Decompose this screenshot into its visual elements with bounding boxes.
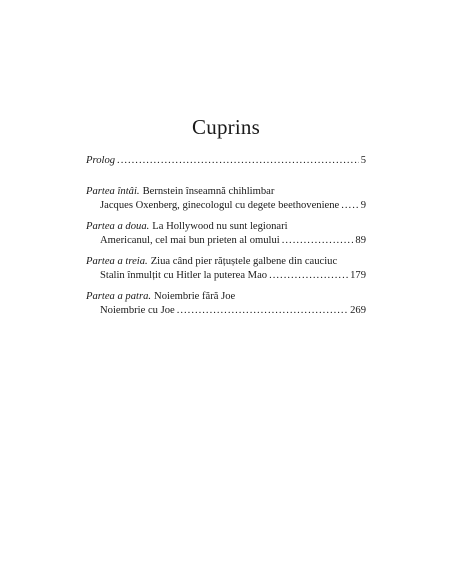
dot-leader xyxy=(341,199,358,214)
toc-entry-prolog xyxy=(86,154,366,169)
toc-entry-title: Americanul, cel mai bun prieten al omului xyxy=(100,235,280,246)
toc-part-heading xyxy=(86,220,366,235)
toc-entry-title: Stalin înmulțit cu Hitler la puterea Mao xyxy=(100,270,268,281)
toc-entry xyxy=(86,269,366,284)
toc-page-number: 269 xyxy=(350,305,366,316)
toc-entry-title: Prolog xyxy=(86,155,116,166)
toc-page-number: 89 xyxy=(355,235,366,246)
dot-leader xyxy=(269,269,348,284)
part-title: Bernstein înseamnă chihlimbar xyxy=(142,185,275,197)
dot-leader xyxy=(177,304,348,319)
toc-part-heading xyxy=(86,290,366,305)
dot-leader xyxy=(282,234,354,249)
part-title: Noiembrie fără Joe xyxy=(154,290,236,302)
page-title: Cuprins xyxy=(192,115,260,139)
toc-page-number: 5 xyxy=(360,155,366,166)
toc-entry xyxy=(86,234,366,249)
toc-entry xyxy=(86,199,366,214)
part-label: Partea a patra. xyxy=(86,290,152,302)
toc-entry xyxy=(86,304,366,319)
dot-leader xyxy=(117,154,359,169)
part-label: Partea a treia. xyxy=(86,255,148,267)
toc-page-number: 9 xyxy=(360,200,366,211)
toc-part-heading xyxy=(86,185,366,200)
table-of-contents xyxy=(86,154,366,319)
toc-entry-title: Noiembrie cu Joe xyxy=(100,305,175,316)
toc-entry-title: Jacques Oxenberg, ginecologul cu degete beethoveniene xyxy=(100,200,340,211)
part-title: La Hollywood nu sunt legionari xyxy=(152,220,288,232)
part-label: Partea a doua. xyxy=(86,220,150,232)
part-label: Partea întâi. xyxy=(86,185,140,197)
toc-part-heading xyxy=(86,255,366,270)
toc-page-number: 179 xyxy=(350,270,366,281)
part-title: Ziua când pier rățuștele galbene din cauciuc xyxy=(150,255,338,267)
